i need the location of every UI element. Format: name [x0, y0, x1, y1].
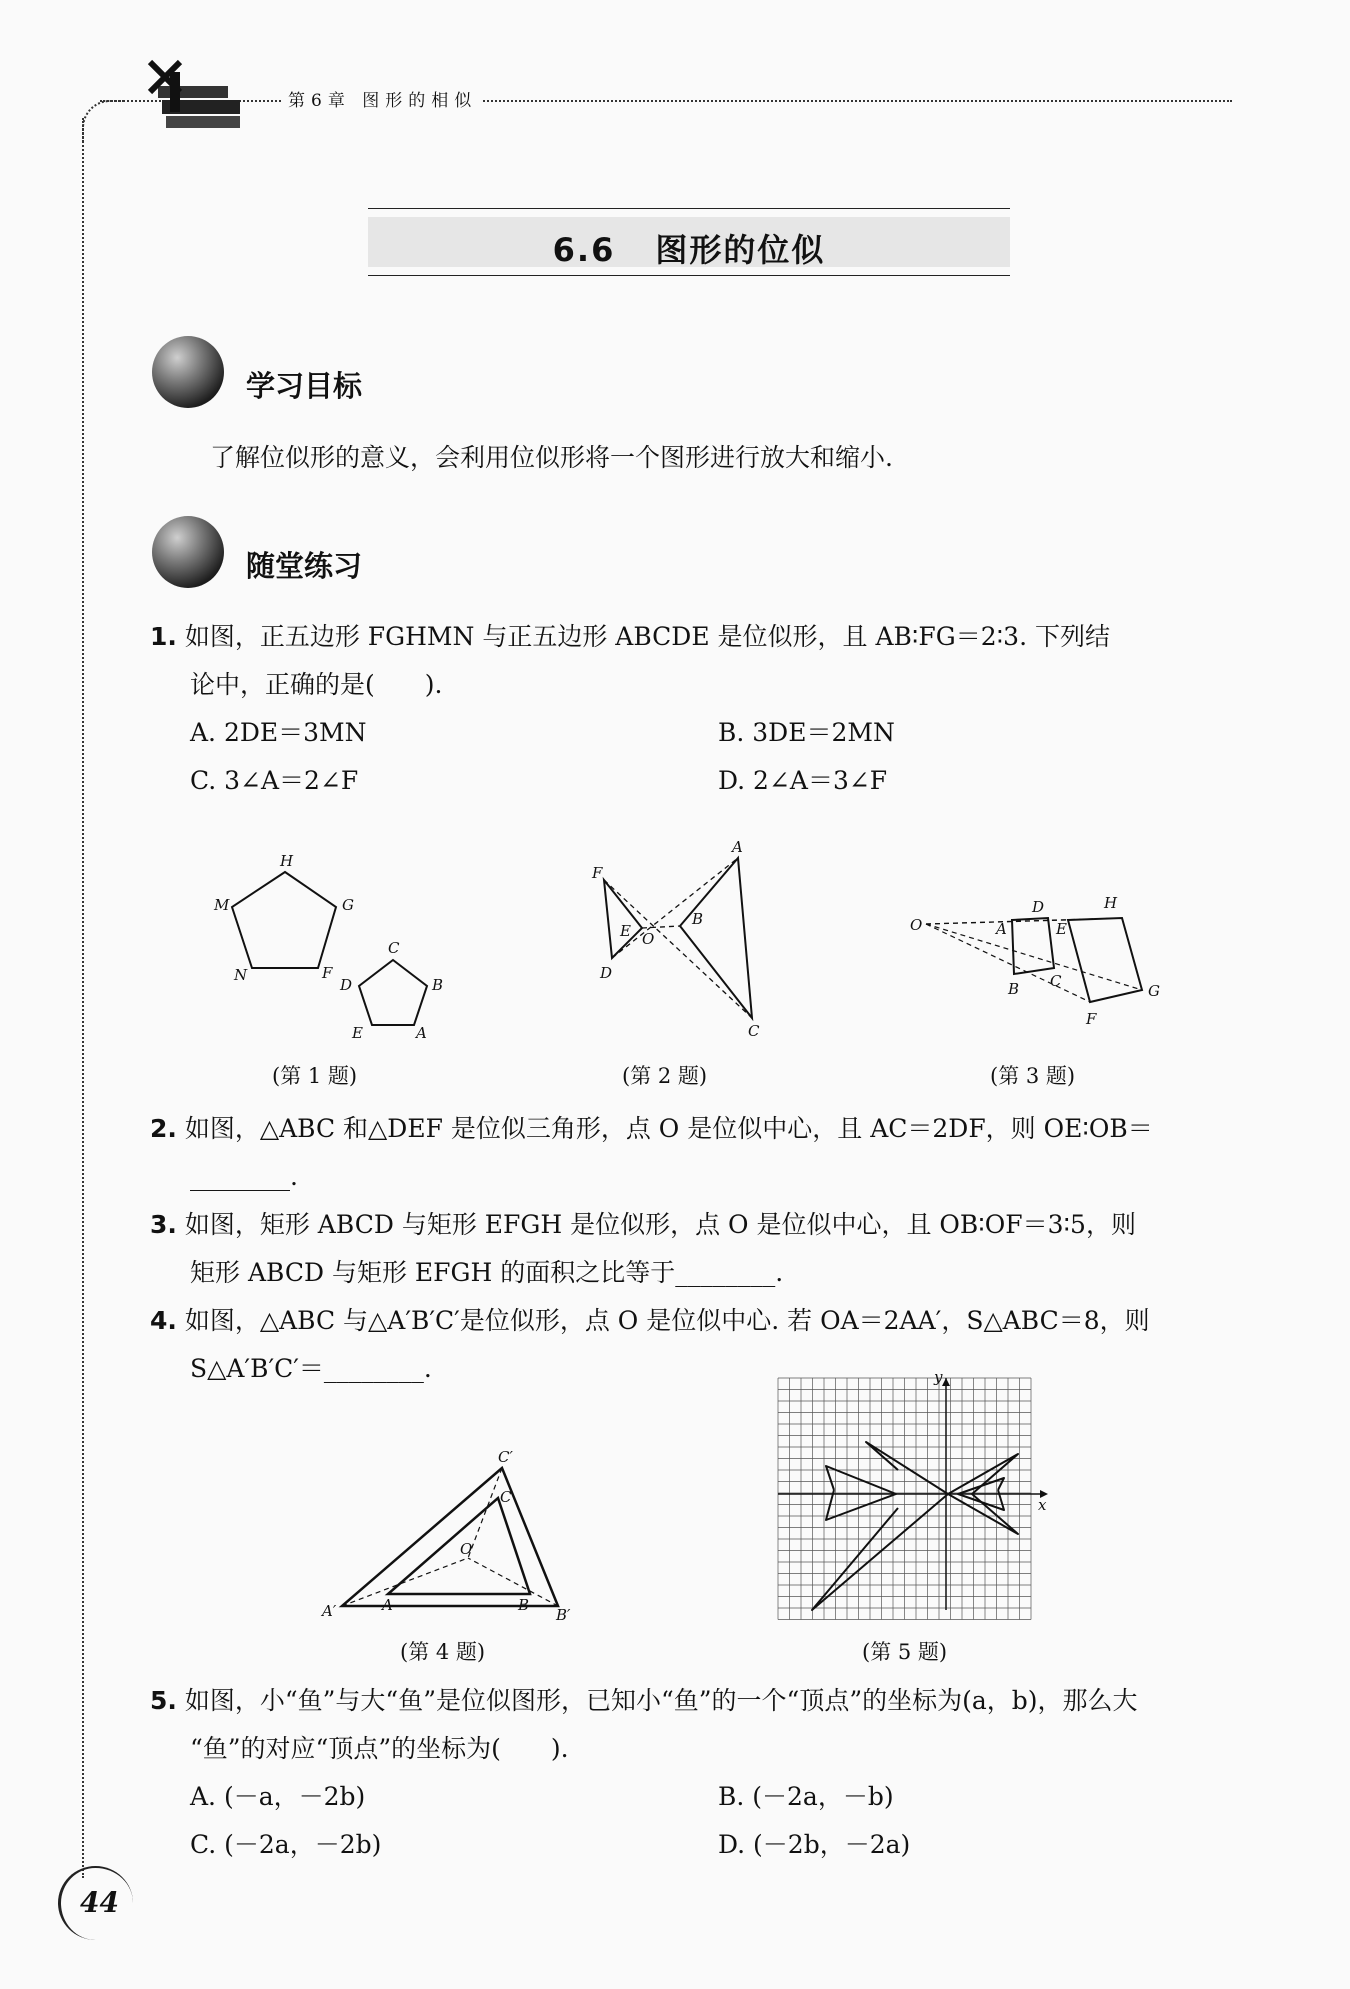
fig5-grid — [778, 1378, 1031, 1620]
q2-line1 — [150, 1112, 1153, 1146]
figure-4-triangles — [320, 1446, 590, 1636]
practice-heading: 随堂练习 — [246, 549, 363, 583]
fig2-label-b: B — [692, 910, 704, 928]
q4-line1 — [150, 1304, 1150, 1338]
book-stack-icon — [140, 52, 250, 142]
figure-3-rectangles — [900, 890, 1190, 1040]
fig3-label-c: C — [1050, 972, 1062, 990]
fig3-label-a: A — [996, 920, 1007, 938]
fig3-label-g: G — [1148, 982, 1160, 1000]
fig4-label-c: C — [500, 1488, 512, 1506]
q3-number: 3. — [150, 1210, 177, 1239]
fig1-label-c: C — [388, 939, 400, 957]
q4-text: 如图，△ABC 与△A′B′C′是位似形，点 O 是位似中心. 若 OA＝2AA′，S△ABC＝8，则 — [184, 1306, 1150, 1335]
fig2-label-o: O — [642, 930, 655, 948]
fig3-label-b: B — [1008, 980, 1020, 998]
q5-option-d: D. (－2b，－2a) — [718, 1830, 911, 1859]
q2-text: 如图，△ABC 和△DEF 是位似三角形，点 O 是位似中心，且 AC＝2DF，则 OE∶OB＝ — [184, 1114, 1153, 1143]
q1-text: 如图，正五边形 FGHMN 与正五边形 ABCDE 是位似形，且 AB∶FG＝2∶3. 下列结 — [184, 622, 1110, 651]
fig4-label-c-prime: C′ — [498, 1448, 513, 1466]
q5-option-b: B. (－2a，－b) — [718, 1782, 894, 1811]
fig2-label-c: C — [748, 1022, 760, 1040]
fig4-label-a: A — [382, 1596, 393, 1614]
fig3-label-o: O — [910, 916, 923, 934]
fig1-label-m: M — [214, 896, 230, 914]
q1-line2: 论中，正确的是( ). — [190, 670, 443, 699]
q5-text: 如图，小“鱼”与大“鱼”是位似图形，已知小“鱼”的一个“顶点”的坐标为(a，b)，那么大 — [184, 1686, 1138, 1715]
q1-option-a: A. 2DE＝3MN — [190, 718, 367, 747]
fig1-label-d: D — [340, 976, 353, 994]
fig4-label-b-prime: B′ — [556, 1606, 571, 1624]
q5-option-c: C. (－2a，－2b) — [190, 1830, 382, 1859]
q4-line2: S△A′B′C′＝________. — [190, 1354, 432, 1383]
fig1-label-b: B — [432, 976, 444, 994]
q1-line1 — [150, 620, 1110, 654]
q5-line1 — [150, 1684, 1138, 1718]
section-title — [368, 225, 1010, 271]
margin-dotted-line — [82, 118, 84, 1878]
fig2-label-f: F — [592, 864, 603, 882]
fig4-label-a-prime: A′ — [322, 1602, 337, 1620]
fig3-label-d: D — [1032, 898, 1045, 916]
page-number: 44 — [80, 1886, 119, 1919]
q5-number: 5. — [150, 1686, 177, 1715]
section-title-box — [368, 208, 1010, 276]
globe-icon — [152, 336, 224, 408]
q1-option-c: C. 3∠A＝2∠F — [190, 766, 359, 795]
q2-line2: ________. — [190, 1162, 298, 1191]
figure-1-pentagons — [200, 840, 460, 1040]
globe-icon — [152, 516, 224, 588]
fig5-caption: (第 5 题) — [862, 1640, 948, 1664]
q3-text: 如图，矩形 ABCD 与矩形 EFGH 是位似形，点 O 是位似中心，且 OB∶OF＝3∶5，则 — [184, 1210, 1136, 1239]
fig3-label-f: F — [1086, 1010, 1097, 1028]
fig5-label-x: x — [1038, 1496, 1047, 1514]
fig1-label-n: N — [234, 966, 248, 984]
q3-line2: 矩形 ABCD 与矩形 EFGH 的面积之比等于________. — [190, 1258, 784, 1287]
section-number: 6.6 — [552, 231, 616, 269]
fig1-label-h: H — [280, 852, 294, 870]
fig2-label-e: E — [620, 922, 631, 940]
q4-number: 4. — [150, 1306, 177, 1335]
figure-5-fish-grid — [778, 1368, 1058, 1618]
fig2-label-d: D — [600, 964, 613, 982]
fig2-caption: (第 2 题) — [622, 1064, 708, 1088]
q2-number: 2. — [150, 1114, 177, 1143]
q1-option-b: B. 3DE＝2MN — [718, 718, 895, 747]
fig3-caption: (第 3 题) — [990, 1064, 1076, 1088]
fig1-label-g: G — [342, 896, 354, 914]
fig4-caption: (第 4 题) — [400, 1640, 486, 1664]
fig3-label-e: E — [1056, 920, 1067, 938]
section-name: 图形的位似 — [655, 231, 826, 269]
fig1-label-f: F — [322, 964, 333, 982]
fig4-label-o: O — [460, 1540, 473, 1558]
fig1-caption: (第 1 题) — [272, 1064, 358, 1088]
q3-line1 — [150, 1208, 1136, 1242]
fig1-label-e: E — [352, 1024, 363, 1042]
q5-line2: “鱼”的对应“顶点”的坐标为( ). — [190, 1734, 569, 1763]
q1-option-d: D. 2∠A＝3∠F — [718, 766, 888, 795]
fig4-label-b: B — [518, 1596, 530, 1614]
chapter-header: 第6章 图形的相似 — [282, 86, 483, 111]
figure-2-triangles — [580, 836, 780, 1046]
fig3-label-h: H — [1104, 894, 1118, 912]
goal-heading: 学习目标 — [246, 369, 363, 403]
q5-option-a: A. (－a，－2b) — [190, 1782, 366, 1811]
goal-text: 了解位似形的意义，会利用位似形将一个图形进行放大和缩小. — [210, 443, 893, 472]
border-corner — [82, 100, 124, 142]
q1-number: 1. — [150, 622, 177, 651]
fig5-label-y: y — [934, 1368, 943, 1386]
fig2-label-a: A — [732, 838, 743, 856]
header-dotted-line — [100, 100, 1232, 102]
fig1-label-a: A — [416, 1024, 427, 1042]
